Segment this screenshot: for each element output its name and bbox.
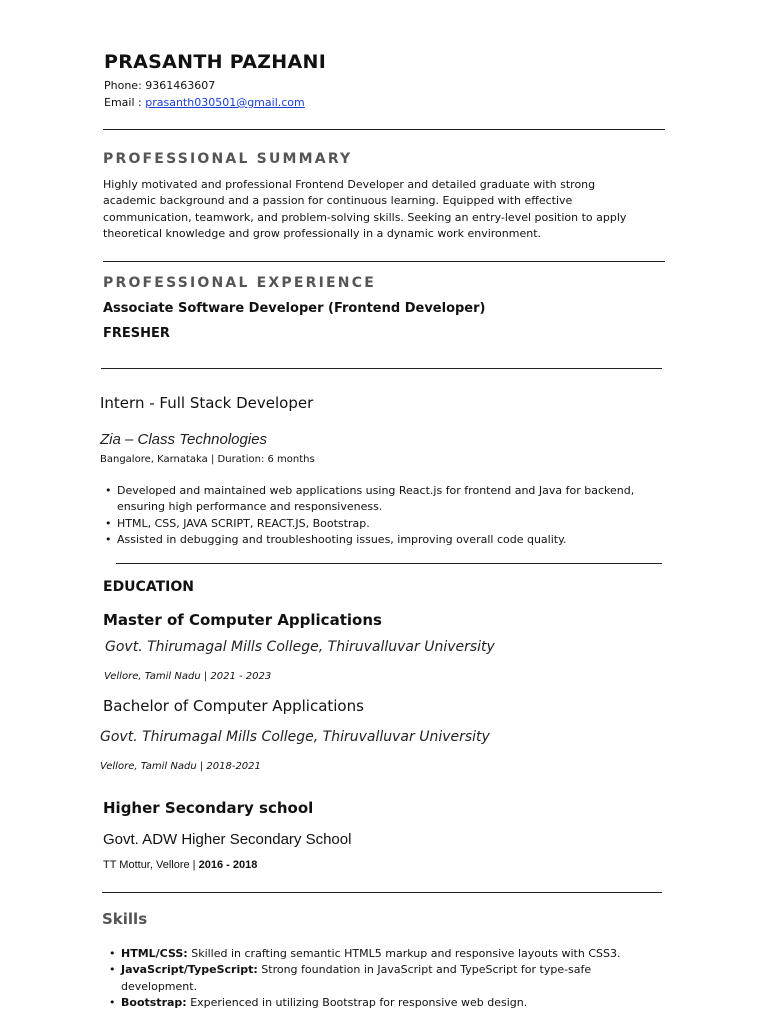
company-name: Zia – Class Technologies bbox=[100, 431, 268, 448]
bca-college: Govt. Thirumagal Mills College, Thiruvalluvar University bbox=[100, 729, 490, 745]
skill-item bbox=[107, 962, 667, 995]
skill-item bbox=[107, 946, 667, 962]
mca-degree: Master of Computer Applications bbox=[103, 611, 382, 629]
phone-number: 9361463607 bbox=[145, 79, 216, 92]
mca-college: Govt. Thirumagal Mills College, Thiruvalluvar University bbox=[105, 639, 495, 655]
bca-degree: Bachelor of Computer Applications bbox=[103, 697, 364, 715]
skill-label: HTML/CSS: bbox=[121, 947, 188, 960]
list-item: • Assisted in debugging and troubleshooting issues, improving overall code quality. bbox=[103, 532, 658, 548]
phone-label: Phone: bbox=[104, 79, 142, 92]
summary-heading: PROFESSIONAL SUMMARY bbox=[103, 151, 353, 167]
email-link[interactable]: prasanth030501@gmail.com bbox=[145, 96, 305, 109]
divider bbox=[103, 261, 665, 262]
mca-meta: Vellore, Tamil Nadu | 2021 - 2023 bbox=[104, 671, 272, 682]
skill-item bbox=[107, 995, 667, 1011]
location-duration: Bangalore, Karnataka | Duration: 6 months bbox=[100, 454, 315, 465]
hsc-place: TT Mottur, Vellore | bbox=[103, 859, 196, 871]
skill-text: Skilled in crafting semantic HTML5 markup and responsive layouts with CSS3. bbox=[191, 947, 621, 960]
education-heading: EDUCATION bbox=[103, 579, 194, 595]
skill-label: Bootstrap: bbox=[121, 995, 187, 1009]
skill-text: Experienced in utilizing Bootstrap for responsive web design. bbox=[190, 995, 528, 1009]
skill-text: Strong foundation in JavaScript and TypeScript for type-safe development. bbox=[121, 963, 592, 993]
hsc-years: 2016 - 2018 bbox=[198, 859, 258, 871]
experience-bullets bbox=[103, 483, 658, 548]
email-label: Email : bbox=[104, 96, 142, 109]
divider bbox=[116, 563, 662, 564]
skills-heading: Skills bbox=[102, 910, 148, 928]
list-item: • Developed and maintained web applications using React.js for frontend and Java for backend, ensuring high performance and responsiveness. bbox=[103, 483, 658, 516]
intern-title: Intern - Full Stack Developer bbox=[100, 394, 314, 412]
job-role: Associate Software Developer (Frontend Developer) bbox=[103, 301, 486, 316]
summary-text: Highly motivated and professional Frontend Developer and detailed graduate with strong academic background and a passion for continuous learning. Equipped with effective communication, teamwork, and problem-solving skills. Seeking an entry-level position to apply theoretical knowledge and grow professionally in a dynamic work environment. bbox=[103, 178, 627, 240]
skills-list bbox=[107, 946, 667, 1011]
email-line bbox=[104, 96, 305, 109]
skill-label: JavaScript/TypeScript: bbox=[121, 963, 258, 977]
divider bbox=[101, 368, 662, 369]
job-status: FRESHER bbox=[103, 326, 170, 341]
candidate-name: PRASANTH PAZHANI bbox=[104, 51, 327, 73]
divider bbox=[102, 892, 662, 893]
hsc-meta bbox=[103, 859, 257, 871]
list-item: • HTML, CSS, JAVA SCRIPT, REACT.JS, Bootstrap. bbox=[103, 516, 658, 532]
hsc-degree: Higher Secondary school bbox=[103, 799, 314, 817]
bca-meta: Vellore, Tamil Nadu | 2018-2021 bbox=[100, 761, 261, 772]
experience-heading: PROFESSIONAL EXPERIENCE bbox=[103, 275, 376, 291]
phone-line bbox=[104, 79, 215, 92]
divider bbox=[103, 129, 665, 130]
hsc-school: Govt. ADW Higher Secondary School bbox=[103, 831, 352, 848]
